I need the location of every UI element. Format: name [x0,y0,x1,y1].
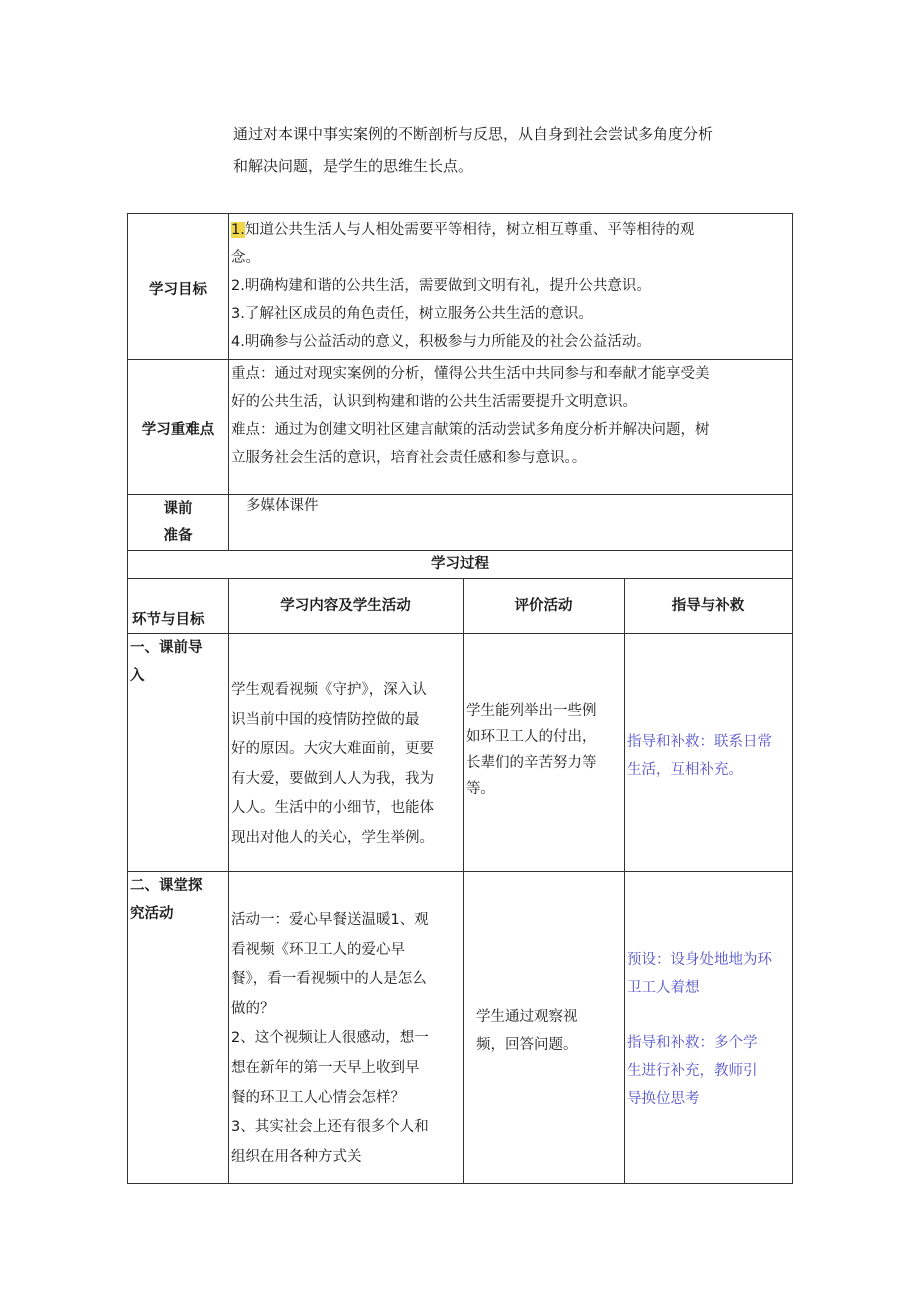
content-line: 做的？ [231,1000,275,1017]
intro-line-2: 和解决问题，是学生的思维生长点。 [233,157,474,175]
eval-line: 学生通过观察视 [476,1009,578,1025]
eval-line: 长辈们的辛苦努力等 [466,755,597,771]
stage-line: 究活动 [130,906,174,922]
header-evaluation: 评价活动 [514,598,573,614]
content-line: 有大爱，要做到人人为我，我为 [231,770,434,787]
eval-line: 等。 [466,781,495,797]
content-line: 好的原因。大灾大难面前，更要 [231,741,434,757]
stage-line: 一、课前导 [130,640,203,656]
objective-item-4: 4.明确参与公益活动的意义，积极参与力所能及的社会公益活动。 [231,334,651,350]
keypoints-line: 好的公共生活，认识到构建和谐的公共生活需要提升文明意识。 [231,394,637,410]
guide-line: 卫工人着想 [627,980,700,996]
row1-evaluation [466,698,624,802]
guide-line: 导换位思考 [627,1091,700,1107]
header-stage: 环节与目标 [132,612,205,628]
prep-label-line-2: 准备 [163,528,193,544]
content-line: 识当前中国的疫情防控做的最 [231,711,420,728]
prep-label [128,496,228,550]
prep-content: 多媒体课件 [246,498,319,514]
stage-line: 二、课堂探 [130,878,203,894]
keypoints-label: 学习重难点 [141,422,215,438]
intro-line-1: 通过对本课中事实案例的不断剖析与反思，从自身到社会尝试多角度分析 [233,125,714,143]
header-guidance: 指导与补救 [671,598,745,614]
guide-line: 生活，互相补充。 [627,762,743,778]
objective-1-cont: 念。 [231,250,260,266]
keypoints-line: 难点：通过为创建文明社区建言献策的活动尝试多角度分析并解决问题，树 [231,422,710,438]
content-line: 看视频《环卫工人的爱心早 [231,941,405,958]
eval-line: 学生能列举出一些例 [466,703,597,719]
intro-paragraph [233,118,793,182]
row1-stage [130,634,228,690]
row2-guidance-preset [627,946,792,1002]
guide-line: 指导和补救：多个学 [627,1035,758,1051]
process-title: 学习过程 [431,556,489,572]
lesson-plan-table [127,213,793,1184]
objectives-label: 学习目标 [149,282,207,298]
eval-line: 如环卫工人的付出， [466,729,597,745]
objective-1-marker: 1. [231,222,245,238]
row2-stage [130,872,228,928]
row1-guidance [627,728,792,784]
row2-guidance [627,1029,792,1113]
content-line: 餐的环卫工人心情会怎样？ [231,1089,405,1106]
keypoints-line: 重点：通过对现实案例的分析，懂得公共生活中共同参与和奉献才能享受美 [231,366,710,382]
content-line: 现出对他人的关心，学生举例。 [231,829,434,846]
col-divider [624,578,625,1184]
objectives-content [231,216,791,356]
content-line: 3、其实社会上还有很多个人和 [231,1119,429,1136]
objective-item-3: 3.了解社区成员的角色责任，树立服务公共生活的意识。 [231,306,593,322]
stage-line: 入 [130,668,145,684]
header-content: 学习内容及学生活动 [280,598,411,614]
content-line: 餐》，看一看视频中的人是怎么 [231,971,427,988]
eval-line: 频，回答问题。 [476,1037,578,1053]
col-divider [228,578,229,1184]
guide-line: 生进行补充，教师引 [627,1063,758,1079]
row2-content [231,906,463,1172]
prep-label-line-1: 课前 [163,501,193,517]
keypoints-content [231,360,791,472]
content-line: 人人。生活中的小细节，也能体 [231,800,434,816]
content-line: 活动一：爱心早餐送温暖1、观 [231,912,429,928]
guide-line: 预设：设身处地地为环 [627,952,772,968]
content-line: 想在新年的第一天早上收到早 [231,1059,420,1076]
col-divider [463,578,464,1184]
content-line: 学生观看视频《守护》，深入认 [231,682,427,698]
content-line: 组织在用各种方式关 [231,1148,362,1165]
content-line: 2、这个视频让人很感动，想一 [231,1030,429,1047]
row1-content [231,676,463,853]
keypoints-line: 立服务社会生活的意识，培育社会责任感和参与意识。。 [231,450,587,466]
col-divider [228,214,229,550]
objective-item-2: 2.明确构建和谐的公共生活，需要做到文明有礼，提升公共意识。 [231,278,651,294]
row2-evaluation [476,1003,624,1059]
objective-item-1 [231,216,791,244]
objective-1-text: 知道公共生活人与人相处需要平等相待，树立相互尊重、平等相待的观 [244,222,695,238]
guide-line: 指导和补救：联系日常 [627,734,772,750]
